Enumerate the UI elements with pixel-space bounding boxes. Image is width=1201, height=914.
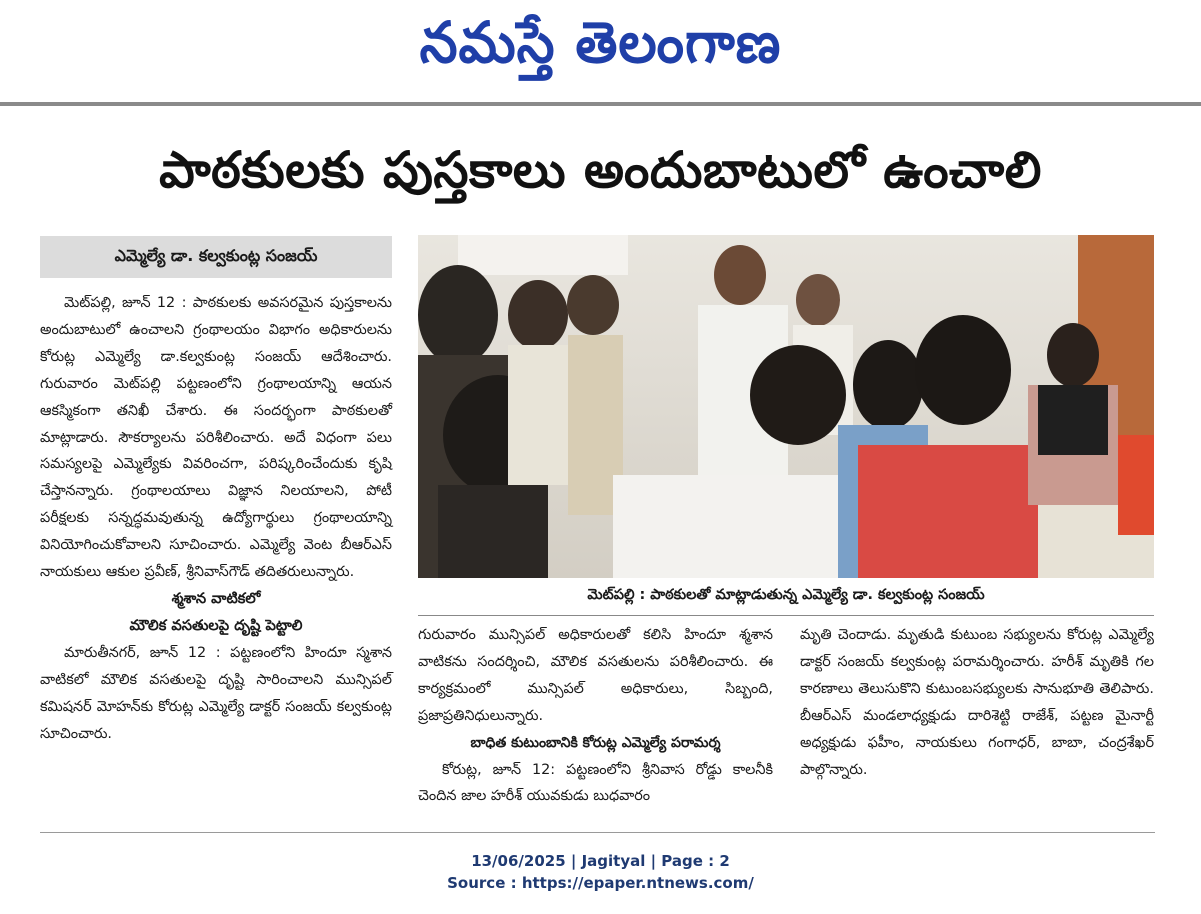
masthead: [0, 0, 1201, 100]
photo-illustration: [418, 235, 1154, 578]
section-title: శ్మశాన వాటికలో: [171, 589, 261, 607]
article-column-2: [418, 622, 773, 810]
photo-caption: మెట్‌పల్లి : పాఠకులతో మాట్లాడుతున్న ఎమ్మెల్యే డా. కల్వకుంట్ల సంజయ్: [587, 587, 985, 603]
newspaper-logo: నమస్తే తెలంగాణ: [419, 9, 782, 76]
section-title: బాధిత కుటుంబానికి కోరుట్ల ఎమ్మెల్యే పరామర్శ: [470, 734, 721, 751]
article-paragraph: కోరుట్ల, జూన్ 12: పట్టణంలోని శ్రీనివాస రోడ్డు కాలనీకి చెందిన జాల హరీశ్ యువకుడు బుధవారం: [418, 761, 773, 805]
footer: [0, 850, 1201, 894]
section-title: మౌలిక వసతులపై దృష్టి పెట్టాలి: [129, 616, 303, 634]
footer-divider: [40, 832, 1155, 833]
article-headline: పాఠకులకు పుస్తకాలు అందుబాటులో ఉంచాలి: [159, 141, 1042, 199]
footer-date-edition: 13/06/2025 | Jagityal | Page : 2: [471, 852, 730, 870]
article-paragraph: మృతి చెందాడు. మృతుడి కుటుంబ సభ్యులను కోరుట్ల ఎమ్మెల్యే డాక్టర్ సంజయ్ కల్వకుంట్ల పరామర్శించారు. హరీశ్ మృతికి గల కారణాలు తెలుసుకొని కుటుంబసభ్యులకు సానుభూతి తెలిపారు. బీఆర్‌ఎస్ మండలాధ్యక్షుడు దారిశెట్టి రాజేశ్, పట్టణ మైనార్టీ అధ్యక్షుడు ఫహీం, నాయకులు గంగాధర్, బాబా, చంద్రశేఖర్ పాల్గొన్నారు.: [800, 627, 1154, 778]
article-column-3: [800, 622, 1154, 783]
article-photo: [418, 235, 1154, 578]
masthead-divider: [0, 102, 1201, 106]
caption-divider: [418, 615, 1154, 616]
article-paragraph: గురువారం మున్సిపల్ అధికారులతో కలిసి హిందూ శ్మశాన వాటికను సందర్శించి, మౌలిక వసతులను పరిశీలించారు. ఈ కార్యక్రమంలో మున్సిపల్ అధికారులు, సిబ్బంది, ప్రజాప్రతినిధులున్నారు.: [418, 627, 773, 724]
article-paragraph: మారుతీనగర్, జూన్ 12 : పట్టణంలోని హిందూ స్మశాన వాటికలో మౌలిక వసతులపై దృష్టి సారించాలని మున్సిపల్ కమిషనర్ మోహన్‌కు కోరుట్ల ఎమ్మెల్యే డాక్టర్ సంజయ్ కల్వకుంట్ల సూచించారు.: [40, 644, 392, 742]
footer-source-link[interactable]: Source : https://epaper.ntnews.com/: [447, 874, 754, 892]
article-subheadline: ఎమ్మెల్యే డా. కల్వకుంట్ల సంజయ్: [40, 236, 392, 278]
article-column-1: [40, 290, 392, 747]
article-paragraph: మెట్‌పల్లి, జూన్ 12 : పాఠకులకు అవసరమైన పుస్తకాలను అందుబాటులో ఉంచాలని గ్రంథాలయం విభాగం అధికారులను కోరుట్ల ఎమ్మెల్యే డా.కల్వకుంట్ల సంజయ్ ఆదేశించారు. గురువారం మెట్‌పల్లి పట్టణంలోని గ్రంథాలయాన్ని ఆయన ఆకస్మికంగా తనిఖీ చేశారు. ఈ సందర్భంగా పాఠకులతో మాట్లాడారు. సౌకర్యాలను పరిశీలించారు. అదే విధంగా పలు సమస్యలపై ఎమ్మెల్యేకు వివరించగా, పరిష్కరించేందుకు కృషి చేస్తానన్నారు. గ్రంథాలయాలు విజ్ఞాన నిలయాలని, పోటీ పరీక్షలకు సన్నద్ధమవుతున్న ఉద్యోగార్థులు గ్రంథాలయాన్ని వినియోగించుకోవాలని సూచించారు. ఎమ్మెల్యే వెంట బీఆర్‌ఎస్ నాయకులు ఆకుల ప్రవీణ్, శ్రీనివాస్‌గౌడ్ తదితరులున్నారు.: [40, 295, 392, 581]
